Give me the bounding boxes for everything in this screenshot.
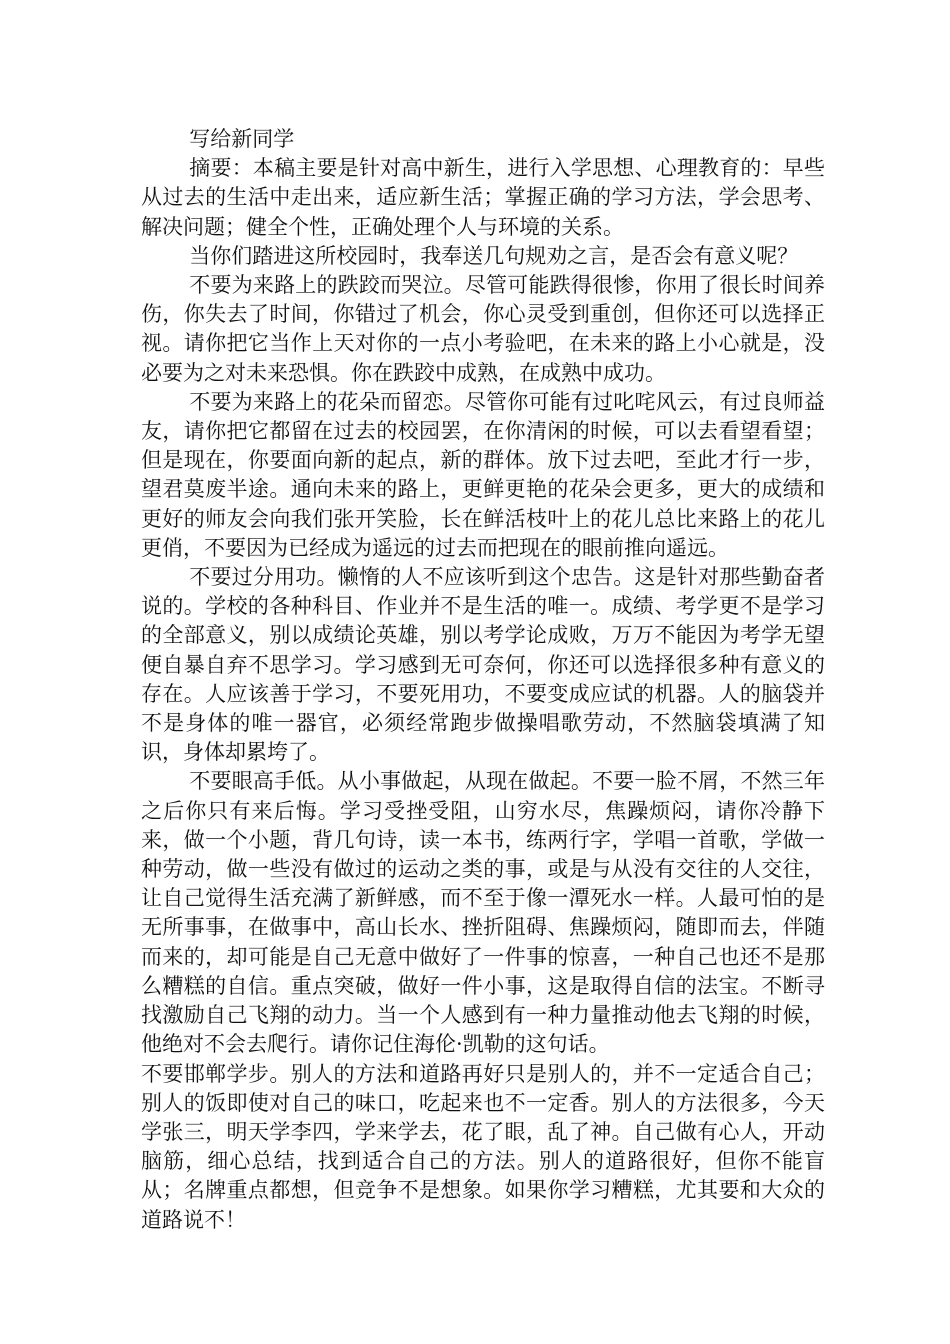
abstract-paragraph: 摘要：本稿主要是针对高中新生，进行入学思想、心理教育的：早些从过去的生活中走出来，适应新生活；掌握正确的学习方法，学会思考、解决问题；健全个性，正确处理个人与环境的关系。 (141, 156, 825, 239)
body-paragraph-imitation: 不要邯郸学步。别人的方法和道路再好只是别人的，并不一定适合自己；别人的饭即使对自己的味口，吃起来也不一定香。别人的方法很多，今天学张三，明天学李四，学来学去，花了眼，乱了神。自己做有心人，开动脑筋，细心总结，找到适合自己的方法。别人的道路很好，但你不能盲从；名牌重点都想，但竞争不是想象。如果你学习糟糕，尤其要和大众的道路说不！ (141, 1061, 825, 1232)
body-paragraph-falls: 不要为来路上的跌跤而哭泣。尽管可能跌得很惨，你用了很长时间养伤，你失去了时间，你错过了机会，你心灵受到重创，但你还可以选择正视。请你把它当作上天对你的一点小考验吧，在未来的路上小心就是，没必要为之对未来恐惧。你在跌跤中成熟，在成熟中成功。 (141, 273, 825, 385)
intro-paragraph: 当你们踏进这所校园时，我奉送几句规劝之言，是否会有意义呢？ (189, 243, 799, 268)
document-title: 写给新同学 (189, 127, 295, 151)
body-paragraph-flowers: 不要为来路上的花朵而留恋。尽管你可能有过叱咤风云，有过良师益友，请你把它都留在过去的校园罢，在你清闲的时候，可以去看望看望；但是现在，你要面向新的起点，新的群体。放下过去吧，至此才行一步，望君莫废半途。通向未来的路上，更鲜更艳的花朵会更多，更大的成绩和更好的师友会向我们张开笑脸，长在鲜活枝叶上的花儿总比来路上的花儿更俏，不要因为已经成为遥远的过去而把现在的眼前推向遥远。 (141, 389, 825, 560)
document-body (141, 125, 825, 1235)
body-paragraph-small-things: 不要眼高手低。从小事做起，从现在做起。不要一脸不屑，不然三年之后你只有来后悔。学习受挫受阻，山穷水尽，焦躁烦闷，请你冷静下来，做一个小题，背几句诗，读一本书，练两行字，学唱一首歌，学做一种劳动，做一些没有做过的运动之类的事，或是与从没有交往的人交往，让自己觉得生活充满了新鲜感，而不至于像一潭死水一样。人最可怕的是无所事事，在做事中，高山长水、挫折阻碍、焦躁烦闷，随即而去，伴随而来的，却可能是自己无意中做好了一件事的惊喜，一种自己也还不是那么糟糕的自信。重点突破，做好一件小事，这是取得自信的法宝。不断寻找激励自己飞翔的动力。当一个人感到有一种力量推动他去飞翔的时候，他绝对不会去爬行。请你记住海伦·凯勒的这句话。 (141, 769, 825, 1057)
body-paragraph-overwork: 不要过分用功。懒惰的人不应该听到这个忠告。这是针对那些勤奋者说的。学校的各种科目、作业并不是生活的唯一。成绩、考学更不是学习的全部意义，别以成绩论英雄，别以考学论成败，万万不能因为考学无望便自暴自弃不思学习。学习感到无可奈何，你还可以选择很多种有意义的存在。人应该善于学习，不要死用功，不要变成应试的机器。人的脑袋并不是身体的唯一器官，必须经常跑步做操唱歌劳动，不然脑袋填满了知识，身体却累垮了。 (141, 565, 825, 765)
